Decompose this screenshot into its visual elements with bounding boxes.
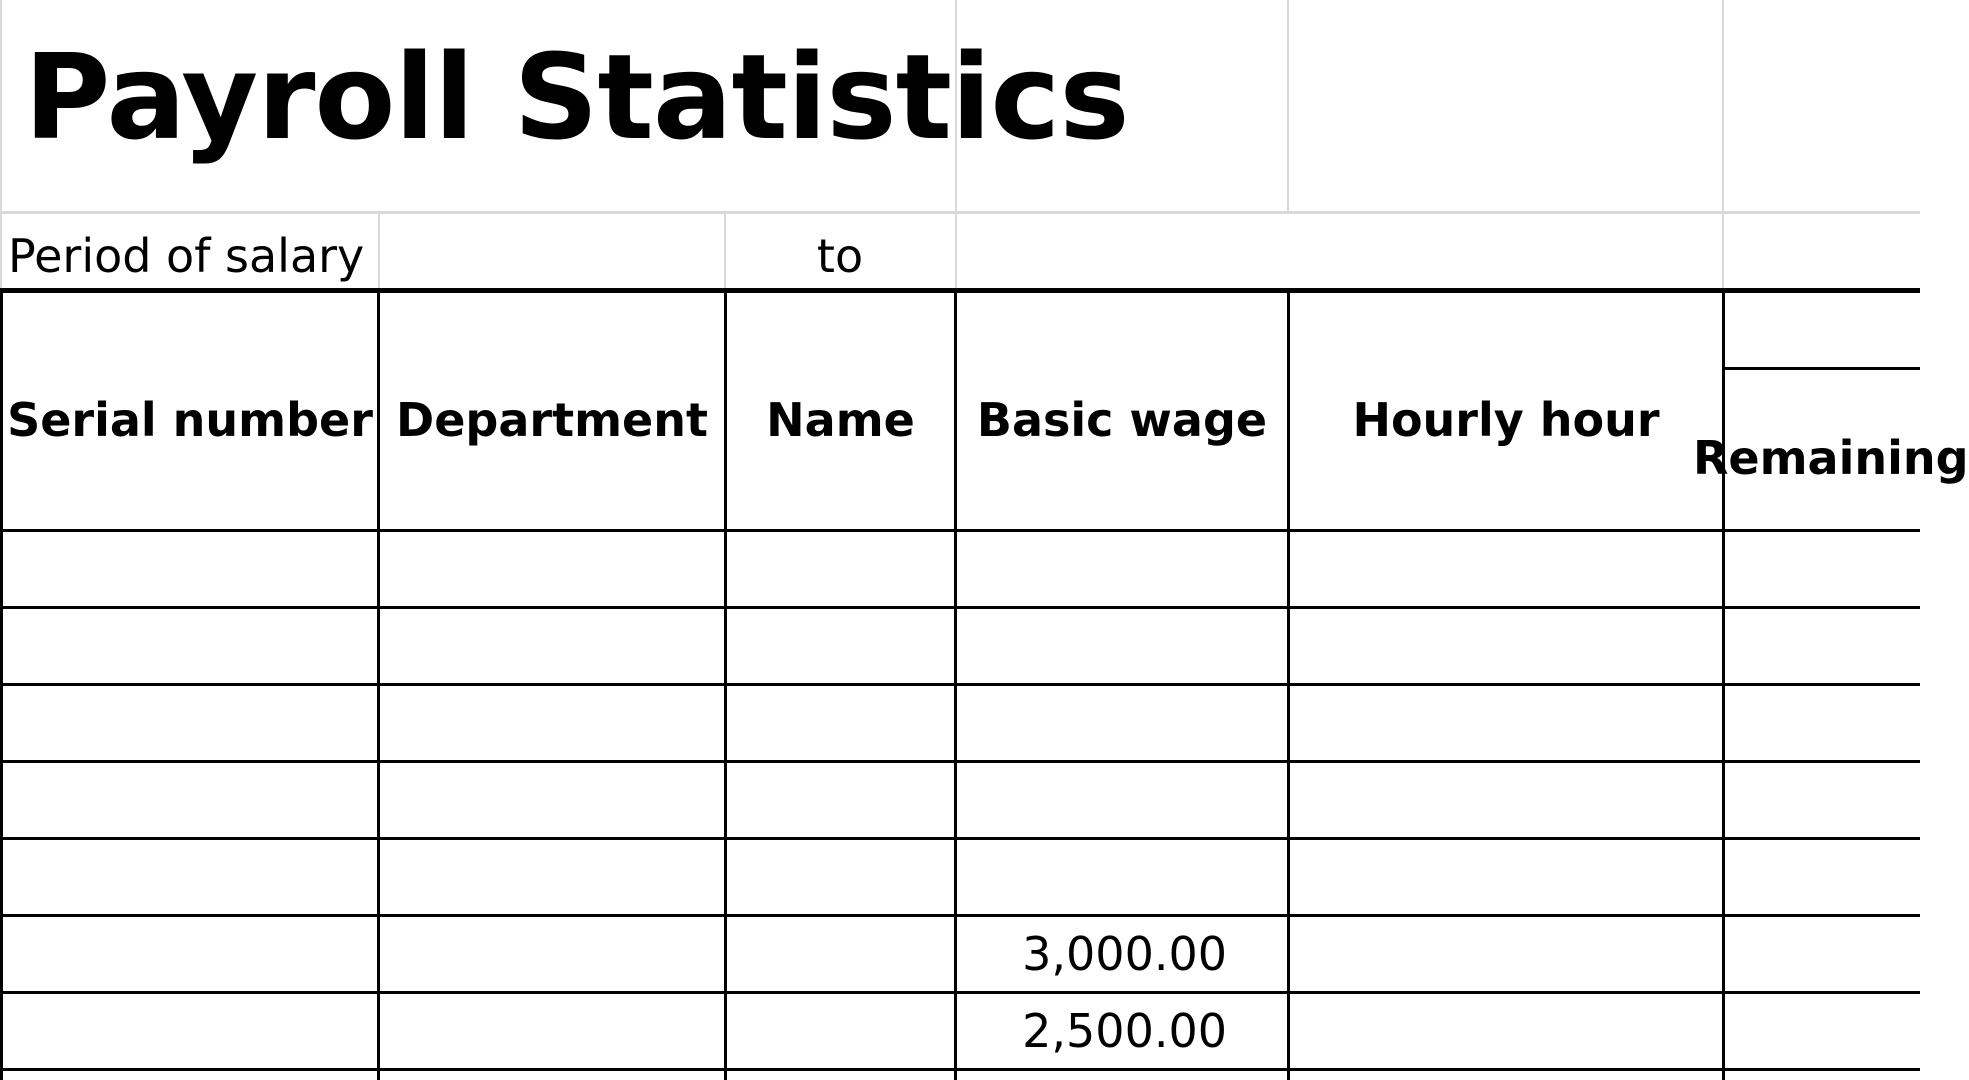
period-to-label[interactable]: to (816, 229, 864, 283)
column-header-remaining[interactable] (1693, 418, 1969, 498)
period-label[interactable]: Period of salary (8, 229, 365, 283)
table-border (0, 288, 1920, 293)
gridline (0, 211, 1920, 214)
table-cell-basic-wage[interactable] (957, 609, 1227, 683)
table-border (1722, 367, 1920, 370)
sheet-title[interactable]: Payroll Statistics (24, 28, 1129, 166)
table-cell-basic-wage[interactable]: 2,500.00 (1022, 1004, 1227, 1058)
column-header-hourly-hour[interactable]: Hourly hour (1352, 393, 1660, 447)
gridline (1287, 0, 1289, 214)
table-cell-basic-wage[interactable] (957, 763, 1227, 837)
column-header-remaining-label: Remaining (1693, 431, 1969, 485)
table-cell-basic-wage[interactable] (957, 840, 1227, 914)
gridline (1722, 0, 1724, 290)
column-header-serial-number[interactable]: Serial number (7, 393, 373, 447)
gridline (0, 0, 2, 290)
table-cell-basic-wage[interactable] (957, 686, 1227, 760)
table-cell-basic-wage[interactable] (957, 532, 1227, 606)
table-cell-basic-wage[interactable]: 3,000.00 (1022, 927, 1227, 981)
gridline (378, 214, 380, 290)
column-header-department[interactable]: Department (396, 393, 708, 447)
table-border (1722, 290, 1725, 1080)
column-header-name[interactable]: Name (766, 393, 915, 447)
table-border (0, 1068, 1920, 1071)
column-header-basic-wage[interactable]: Basic wage (976, 393, 1268, 447)
